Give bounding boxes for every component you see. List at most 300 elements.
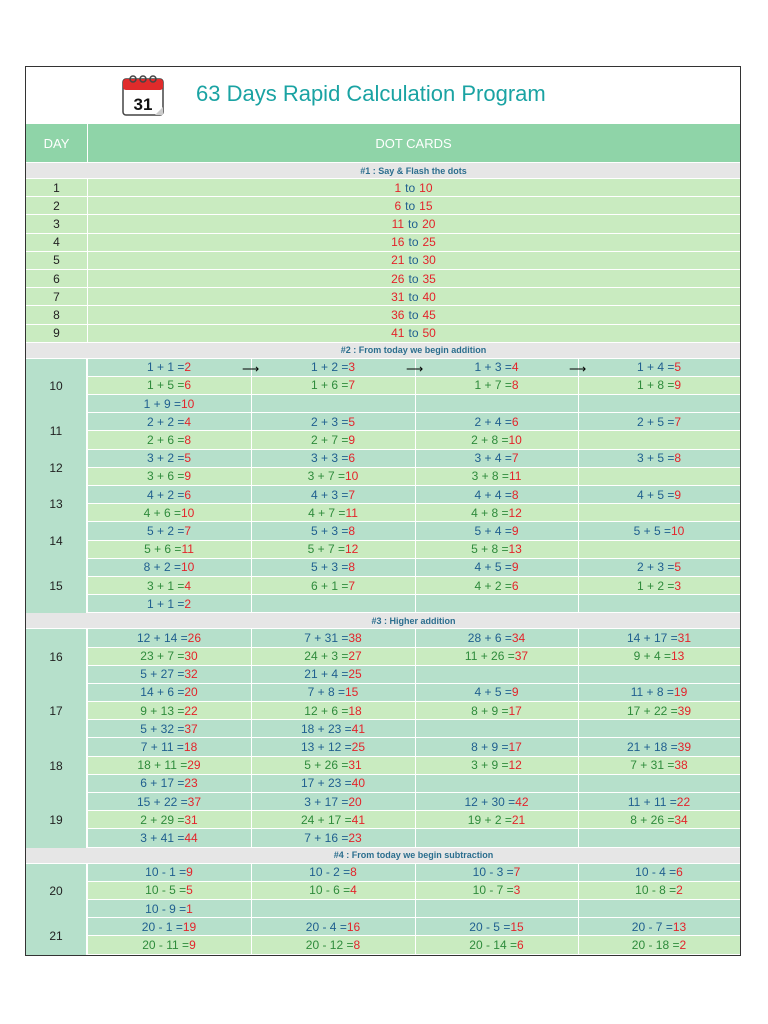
equation-row (26, 793, 740, 811)
equation-expression: 4 + 3 = (310, 487, 349, 502)
title-bar (26, 67, 740, 124)
equation-row (26, 882, 740, 900)
equation-expression: 20 - 7 = (631, 919, 673, 934)
equation-answer: 38 (674, 758, 688, 773)
equation-answer: 4 (350, 883, 357, 898)
equation-answer: 6 (348, 451, 356, 466)
equation-expression: 4 + 4 = (474, 487, 512, 502)
dot-day-row (26, 325, 740, 343)
dot-day-row (26, 288, 740, 306)
equation-cell (578, 377, 740, 394)
equation-cell (415, 577, 578, 594)
day-block (26, 522, 740, 558)
column-divider (415, 775, 416, 792)
range-to: to (408, 326, 419, 341)
equation-answer: 8 (511, 487, 519, 502)
equation-answer: 22 (676, 794, 691, 809)
equation-expression: 2 + 2 = (146, 414, 185, 429)
equation-cell (87, 684, 251, 701)
column-divider (415, 720, 416, 737)
equation-answer: 10 (508, 433, 522, 448)
equation-answer: 16 (346, 919, 361, 934)
day-number: 8 (53, 307, 60, 322)
equation-expression: 7 + 16 = (304, 830, 349, 845)
column-divider (578, 595, 579, 612)
dot-day-row (26, 179, 740, 197)
day-number: 11 (26, 413, 87, 449)
equation-answer: 11 (181, 542, 194, 557)
equation-expression: 8 + 26 = (630, 812, 675, 827)
range-start: 26 (391, 271, 405, 286)
equation-row (26, 702, 740, 720)
day-number: 6 (53, 271, 60, 286)
equation-cell (578, 936, 740, 953)
column-divider (578, 900, 579, 917)
dot-range (87, 197, 740, 214)
dot-day-row (26, 306, 740, 324)
day-number: 16 (26, 629, 87, 684)
equation-answer: 10 (181, 396, 195, 411)
equation-cell (578, 811, 740, 828)
equation-cell (415, 864, 578, 881)
equation-expression: 3 + 4 = (474, 451, 512, 466)
range-end: 10 (419, 180, 433, 195)
equation-cell (251, 359, 415, 376)
equation-expression: 1 + 6 = (310, 378, 349, 393)
dot-range (87, 234, 740, 251)
equation-expression: 4 + 2 = (146, 487, 185, 502)
equation-answer: 25 (348, 667, 362, 682)
equation-answer: 9 (511, 560, 519, 575)
equation-answer: 1 (186, 901, 193, 916)
equation-cell (251, 720, 415, 737)
equation-cell (251, 413, 415, 430)
equation-answer: 17 (508, 740, 522, 755)
equation-expression: 2 + 29 = (140, 812, 185, 827)
equation-cell (251, 577, 415, 594)
range-to: to (408, 253, 419, 268)
equation-cell (251, 522, 415, 539)
equation-expression: 3 + 6 = (146, 469, 185, 484)
equation-cell (87, 504, 251, 521)
equation-expression: 23 + 7 = (140, 649, 185, 664)
equation-expression: 5 + 2 = (146, 523, 185, 538)
equation-cell (87, 413, 251, 430)
equation-answer: 3 (674, 578, 682, 593)
equation-answer: 38 (348, 630, 362, 645)
equation-answer: 4 (184, 414, 192, 429)
equation-expression: 20 - 4 = (305, 919, 347, 934)
equation-expression: 18 + 23 = (300, 721, 352, 736)
day-number: 12 (26, 450, 87, 486)
page-title: 63 Days Rapid Calculation Program (196, 81, 546, 106)
header-dot-cards: DOT CARDS (375, 135, 452, 151)
equation-cell (87, 811, 251, 828)
equation-expression: 10 - 6 = (309, 883, 351, 898)
range-end: 20 (422, 216, 436, 231)
equation-expression: 5 + 32 = (140, 721, 185, 736)
equation-answer: 7 (674, 414, 682, 429)
dot-cards-table (26, 124, 740, 955)
equation-cell (251, 864, 415, 881)
equation-row (26, 486, 740, 504)
equation-answer: 39 (677, 703, 692, 718)
equation-answer: 5 (674, 360, 682, 375)
equation-answer: 6 (511, 414, 519, 429)
equation-answer: 5 (674, 560, 682, 575)
equation-answer: 2 (184, 360, 192, 375)
equation-cell (578, 629, 740, 646)
equation-cell (578, 702, 740, 719)
equation-cell (251, 559, 415, 576)
equation-row (26, 413, 740, 431)
equation-cell (415, 629, 578, 646)
day-block (26, 793, 740, 848)
equation-cell (251, 738, 415, 755)
equation-row (26, 829, 740, 847)
column-divider (251, 900, 252, 917)
equation-answer: 12 (508, 758, 522, 773)
section-title: #2 : From today we begin addition (340, 345, 487, 356)
equation-expression: 5 + 26 = (304, 758, 349, 773)
header-row (26, 124, 740, 163)
equation-expression: 9 + 13 = (140, 703, 185, 718)
equation-answer: 31 (348, 758, 362, 773)
equation-expression: 4 + 5 = (474, 560, 512, 575)
equation-answer: 41 (351, 812, 366, 827)
day-block (26, 486, 740, 522)
right-arrow-icon: ⟶ (406, 361, 424, 376)
day-number: 13 (26, 486, 87, 522)
equation-answer: 19 (673, 685, 688, 700)
equation-row (26, 359, 740, 377)
range-start: 41 (391, 326, 405, 341)
equation-expression: 7 + 31 = (304, 630, 349, 645)
range-end: 25 (422, 235, 436, 250)
equation-cell (87, 541, 251, 558)
equation-answer: 37 (514, 649, 529, 664)
equation-cell (415, 431, 578, 448)
equation-expression: 14 + 17 = (626, 630, 678, 645)
equation-expression: 3 + 8 = (471, 469, 509, 484)
equation-answer: 10 (181, 505, 195, 520)
equation-expression: 3 + 2 = (146, 451, 185, 466)
svg-text:31: 31 (133, 95, 153, 114)
range-to: to (405, 198, 416, 213)
equation-answer: 9 (189, 937, 196, 952)
column-divider (415, 666, 416, 683)
right-arrow-icon: ⟶ (569, 361, 587, 376)
section-header (26, 848, 740, 864)
equation-answer: 26 (187, 630, 202, 645)
equation-row (26, 395, 740, 413)
equation-cell (415, 377, 578, 394)
equation-answer: 8 (511, 378, 519, 393)
equation-cell (87, 864, 251, 881)
equation-answer: 3 (513, 883, 521, 898)
equation-answer: 39 (677, 740, 692, 755)
column-divider (251, 395, 252, 412)
equation-cell (87, 559, 251, 576)
header-day: DAY (43, 135, 70, 151)
day-number: 9 (53, 326, 60, 341)
equation-cell (87, 648, 251, 665)
column-divider (415, 595, 416, 612)
equation-answer: 41 (351, 721, 366, 736)
equation-expression: 4 + 7 = (308, 505, 346, 520)
equation-answer: 19 (182, 919, 197, 934)
equation-cell (251, 666, 415, 683)
column-divider (578, 504, 579, 521)
dot-day-row (26, 215, 740, 233)
equation-answer: 8 (674, 451, 682, 466)
range-start: 31 (391, 289, 405, 304)
equation-row (26, 864, 740, 882)
equation-row (26, 468, 740, 486)
day-number: 19 (26, 793, 87, 848)
day-number: 17 (26, 684, 87, 739)
equation-answer: 15 (345, 685, 359, 700)
range-start: 21 (391, 253, 405, 268)
day-number: 5 (53, 253, 60, 268)
day-block (26, 918, 740, 954)
equation-answer: 9 (674, 487, 682, 502)
equation-cell (415, 413, 578, 430)
equation-cell (415, 684, 578, 701)
day-number: 15 (26, 559, 87, 614)
day-block (26, 864, 740, 919)
range-end: 15 (419, 198, 433, 213)
equation-cell (87, 377, 251, 394)
equation-expression: 4 + 2 = (474, 578, 512, 593)
equation-cell (415, 738, 578, 755)
equation-answer: 18 (348, 703, 362, 718)
equation-cell (87, 450, 251, 467)
dot-day-row (26, 234, 740, 252)
equation-answer: 9 (186, 865, 193, 880)
equation-answer: 12 (508, 505, 522, 520)
day-number: 3 (53, 216, 60, 231)
equation-row (26, 595, 740, 613)
equation-expression: 11 + 11 = (627, 794, 677, 809)
range-start: 6 (394, 198, 402, 213)
equation-answer: 17 (508, 703, 522, 718)
range-to: to (408, 235, 419, 250)
equation-cell (251, 936, 415, 953)
equation-expression: 3 + 5 = (636, 451, 675, 466)
equation-answer: 13 (672, 919, 687, 934)
equation-cell (415, 882, 578, 899)
equation-cell (415, 541, 578, 558)
equation-cell (578, 359, 740, 376)
day-block (26, 450, 740, 486)
equation-cell (251, 882, 415, 899)
equation-answer: 44 (184, 830, 198, 845)
equation-answer: 11 (345, 505, 358, 520)
equation-answer: 6 (676, 865, 683, 880)
equation-answer: 8 (350, 865, 357, 880)
equation-row (26, 522, 740, 540)
equation-answer: 32 (184, 667, 198, 682)
equation-expression: 2 + 4 = (474, 414, 512, 429)
equation-answer: 9 (348, 433, 356, 448)
column-divider (578, 395, 579, 412)
dot-day-row (26, 197, 740, 215)
equation-cell (251, 702, 415, 719)
equation-expression: 5 + 7 = (307, 542, 345, 557)
equation-expression: 3 + 17 = (304, 794, 349, 809)
equation-expression: 11 + 8 = (630, 685, 674, 700)
right-arrow-icon: ⟶ (242, 361, 260, 376)
day-number: 18 (26, 738, 87, 793)
equation-answer: 5 (184, 451, 192, 466)
range-end: 35 (422, 271, 436, 286)
range-to: to (408, 271, 419, 286)
equation-row (26, 775, 740, 793)
equation-cell (578, 577, 740, 594)
equation-cell (251, 486, 415, 503)
equation-expression: 1 + 2 = (310, 360, 349, 375)
equation-expression: 9 + 4 = (633, 649, 671, 664)
equation-answer: 23 (348, 830, 362, 845)
range-end: 45 (422, 307, 436, 322)
equation-answer: 2 (679, 937, 687, 952)
equation-expression: 19 + 2 = (467, 812, 512, 827)
equation-cell (251, 757, 415, 774)
equation-cell (87, 486, 251, 503)
equation-cell (87, 395, 251, 412)
equation-answer: 11 (508, 469, 522, 484)
equation-row (26, 648, 740, 666)
equation-cell (578, 413, 740, 430)
equation-answer: 30 (184, 649, 198, 664)
equation-answer: 20 (184, 685, 198, 700)
equation-cell (87, 666, 251, 683)
equation-row (26, 666, 740, 684)
equation-cell (251, 629, 415, 646)
day-block (26, 629, 740, 684)
equation-expression: 3 + 1 = (146, 578, 185, 593)
day-number: 14 (26, 522, 87, 558)
equation-answer: 8 (184, 433, 192, 448)
section-title: #3 : Higher addition (371, 615, 456, 626)
equation-answer: 8 (348, 560, 356, 575)
column-divider (578, 431, 579, 448)
equation-cell (415, 936, 578, 953)
equation-expression: 5 + 27 = (140, 667, 185, 682)
equation-expression: 8 + 9 = (471, 740, 509, 755)
equation-expression: 10 - 5 = (145, 883, 187, 898)
day-number: 10 (26, 359, 87, 414)
equation-cell (251, 829, 415, 846)
equation-answer: 34 (511, 630, 526, 645)
range-start: 11 (391, 216, 405, 231)
equation-answer: 3 (348, 360, 356, 375)
equation-cell (415, 468, 578, 485)
equation-cell (251, 793, 415, 810)
equation-cell (251, 648, 415, 665)
equation-answer: 6 (184, 378, 192, 393)
equation-expression: 3 + 7 = (307, 469, 345, 484)
equation-cell (578, 738, 740, 755)
dot-range (87, 270, 740, 287)
day-block (26, 738, 740, 793)
equation-expression: 28 + 6 = (467, 630, 512, 645)
equation-expression: 5 + 3 = (310, 523, 349, 538)
equation-cell (578, 757, 740, 774)
equation-answer: 18 (183, 740, 198, 755)
equation-row (26, 450, 740, 468)
equation-answer: 31 (677, 630, 692, 645)
equation-expression: 8 + 9 = (471, 703, 509, 718)
equation-cell (251, 504, 415, 521)
equation-expression: 2 + 6 = (146, 433, 185, 448)
range-to: to (408, 307, 419, 322)
dot-range (87, 288, 740, 305)
equation-expression: 4 + 8 = (471, 505, 509, 520)
equation-cell (251, 775, 415, 792)
equation-cell (87, 793, 251, 810)
equation-expression: 6 + 1 = (310, 578, 349, 593)
equation-row (26, 738, 740, 756)
equation-expression: 21 + 4 = (304, 667, 349, 682)
equation-cell (578, 684, 740, 701)
equation-cell (578, 793, 740, 810)
day-number: 2 (53, 198, 60, 213)
day-block (26, 559, 740, 614)
equation-cell (415, 559, 578, 576)
day-number: 4 (53, 235, 60, 250)
equation-expression: 20 - 14 = (469, 937, 517, 952)
calendar-icon (121, 73, 167, 117)
equation-expression: 4 + 6 = (143, 505, 181, 520)
dot-range (87, 252, 740, 269)
equation-expression: 12 + 6 = (304, 703, 349, 718)
equation-row (26, 504, 740, 522)
equation-row (26, 811, 740, 829)
equation-cell (87, 829, 251, 846)
equation-cell (415, 757, 578, 774)
equation-expression: 4 + 5 = (636, 487, 675, 502)
equation-expression: 10 - 9 = (145, 901, 187, 916)
equation-cell (87, 468, 251, 485)
equation-answer: 7 (348, 487, 356, 502)
section-header (26, 163, 740, 179)
range-to: to (405, 180, 416, 195)
equation-answer: 27 (348, 649, 362, 664)
equation-cell (415, 648, 578, 665)
equation-expression: 5 + 6 = (144, 542, 182, 557)
equation-answer: 8 (348, 523, 356, 538)
equation-expression: 8 + 2 = (143, 560, 181, 575)
range-to: to (408, 289, 419, 304)
day-block (26, 359, 740, 414)
day-number: 1 (53, 180, 60, 195)
equation-answer: 21 (511, 812, 526, 827)
range-start: 36 (391, 307, 405, 322)
equation-expression: 6 + 17 = (140, 776, 185, 791)
equation-expression: 10 - 8 = (635, 883, 677, 898)
dot-range (87, 306, 740, 323)
equation-expression: 7 + 8 = (307, 685, 345, 700)
equation-expression: 11 + 26 = (464, 649, 515, 664)
dot-day-row (26, 252, 740, 270)
column-divider (578, 468, 579, 485)
section-title: #1 : Say & Flash the dots (360, 165, 467, 176)
equation-cell (251, 377, 415, 394)
equation-expression: 10 - 3 = (472, 865, 514, 880)
equation-row (26, 684, 740, 702)
